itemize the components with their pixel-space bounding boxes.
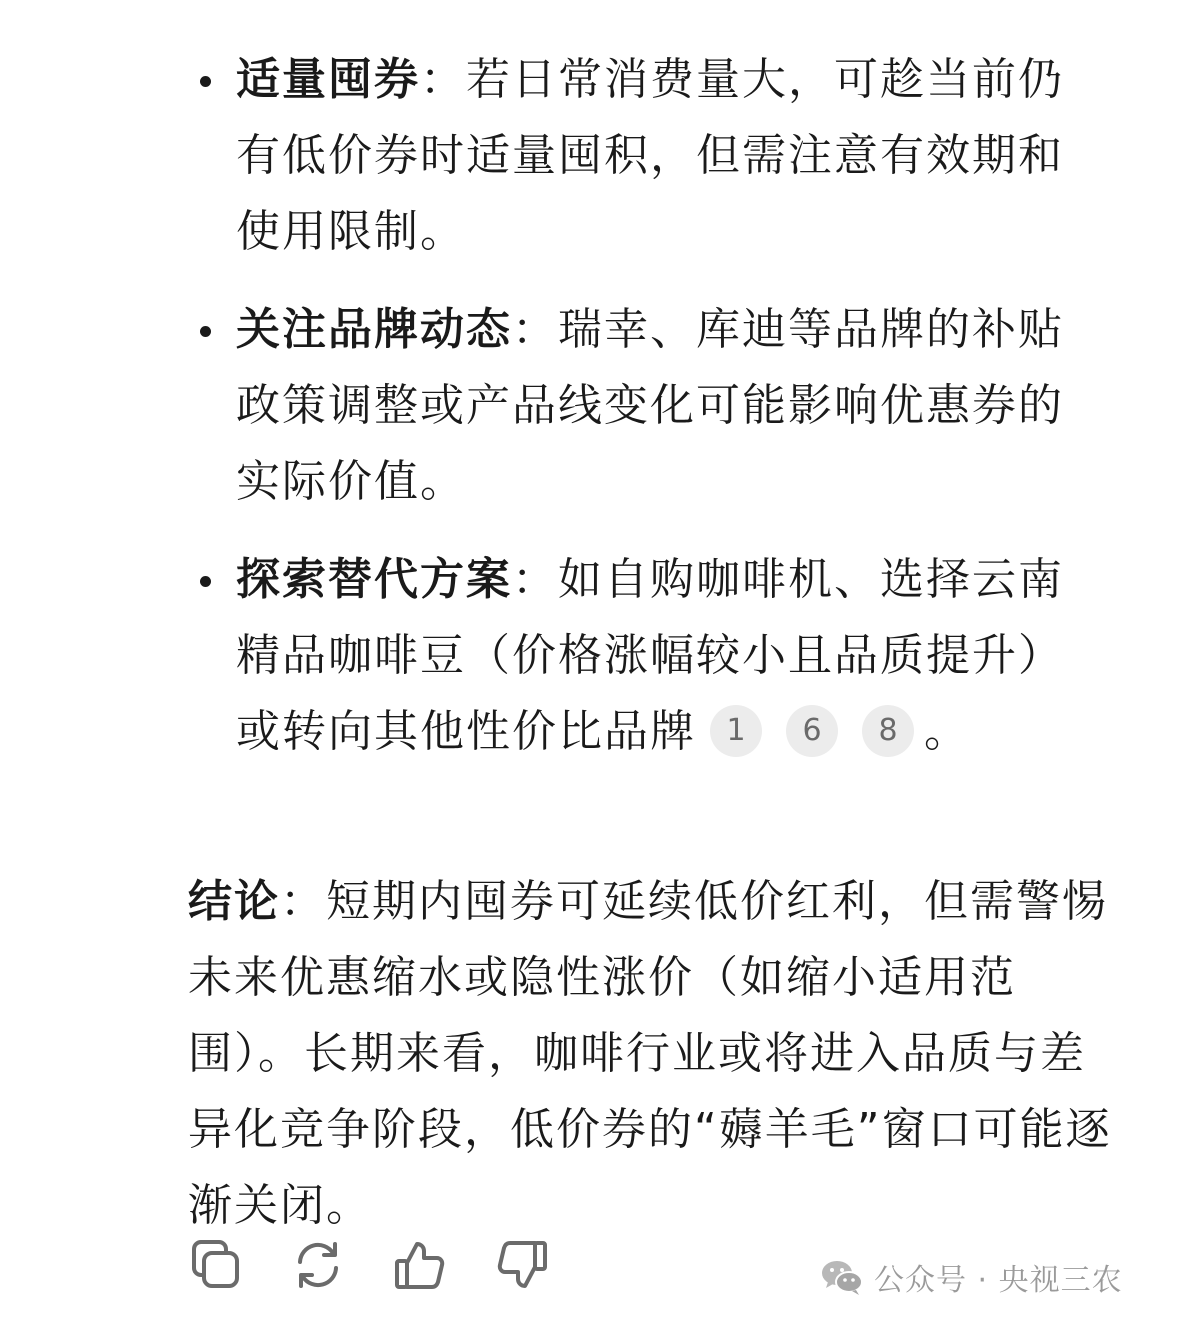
conclusion-text: 短期内囤券可延续低价红利，但需警惕未来优惠缩水或隐性涨价（如缩小适用范围）。长期来看，咖啡行业或将进入品质与差异化竞争阶段，低价券的“薅羊毛”窗口可能逐渐关闭。 (188, 876, 1112, 1231)
conclusion-paragraph (188, 864, 1118, 1244)
conclusion-term: 结论 (188, 876, 280, 927)
like-button[interactable] (392, 1237, 448, 1293)
thumbs-down-icon (495, 1238, 549, 1292)
bullet-colon: ： (512, 304, 558, 355)
list-item (0, 292, 1179, 520)
conclusion-colon: ： (280, 876, 326, 927)
advice-list (0, 42, 1179, 792)
regenerate-button[interactable] (290, 1237, 346, 1293)
bullet-term: 探索替代方案 (236, 554, 512, 605)
list-item (0, 42, 1179, 270)
regenerate-icon (291, 1238, 345, 1292)
bullet-term: 关注品牌动态 (236, 304, 512, 355)
wechat-icon (820, 1257, 864, 1297)
dislike-button[interactable] (494, 1237, 550, 1293)
bullet-text: 如自购咖啡机、选择云南精品咖啡豆（价格涨幅较小且品质提升）或转向其他性价比品牌 (236, 554, 1064, 757)
bullet-dot (200, 576, 211, 587)
bullet-term: 适量囤券 (236, 54, 420, 105)
bullet-colon: ： (420, 54, 466, 105)
message-actions (188, 1232, 596, 1298)
citation-badge[interactable]: 8 (862, 705, 914, 757)
copy-icon (189, 1238, 243, 1292)
citation-badge[interactable]: 6 (786, 705, 838, 757)
bullet-dot (200, 76, 211, 87)
watermark (820, 1252, 1123, 1302)
list-item (0, 542, 1179, 770)
bullet-text: 瑞幸、库迪等品牌的补贴政策调整或产品线变化可能影响优惠券的实际价值。 (236, 304, 1064, 507)
watermark-text: 公众号 · 央视三农 (874, 1263, 1123, 1298)
thumbs-up-icon (393, 1238, 447, 1292)
sentence-end: 。 (924, 706, 970, 757)
citation-badge[interactable]: 1 (710, 705, 762, 757)
bullet-dot (200, 326, 211, 337)
copy-button[interactable] (188, 1237, 244, 1293)
bullet-colon: ： (512, 554, 558, 605)
bullet-text: 若日常消费量大，可趁当前仍有低价券时适量囤积，但需注意有效期和使用限制。 (236, 54, 1064, 257)
